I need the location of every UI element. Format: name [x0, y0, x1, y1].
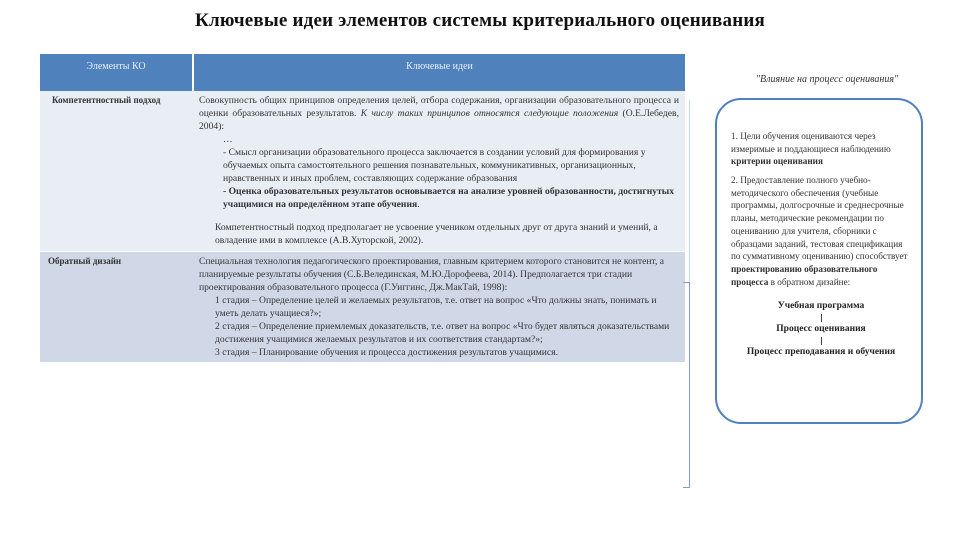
- influence-item-2: [731, 174, 911, 288]
- principle-point-2-end: .: [417, 199, 420, 211]
- competency-definition: [199, 94, 679, 133]
- stage-3: 3 стадия – Планирование обучения и процесса достижения результатов учащимися.: [215, 346, 558, 358]
- key-ideas-cell: [193, 251, 685, 362]
- principle-point-2-text: - Оценка образовательных результатов основывается на анализе уровней образованности, достигнутых учащимися на определённом этапе обучения: [223, 186, 675, 211]
- influence-box: [715, 98, 923, 424]
- influence-heading: "Влияние на процесс оценивания": [755, 74, 899, 85]
- backward-design-flow: [731, 300, 911, 359]
- flow-step-assessment: Процесс оценивания: [776, 324, 866, 335]
- item-2-end: в обратном дизайне:: [768, 276, 851, 287]
- flow-connector: [821, 314, 822, 322]
- stage-2: 2 стадия – Определение приемлемых доказательств, т.е. ответ на вопрос «Что будет являться доказательствами достижения учащимися желаемых результатов и их соответствия стандартам?»;: [215, 320, 670, 345]
- backward-design-definition: Специальная технология педагогического проектирования, главным критерием которого становится не контент, а планируемые результаты обучения (С.Б.Велединская, М.Ю.Дорофеева, 2014). Предполагается три стадии проектирования образовательного процесса (Г.Уиггинс, Дж.МакТай, 1998):: [199, 255, 665, 293]
- bracket-connector: [683, 282, 690, 488]
- lebedev-reference: (О.Е.Лебедев, 2004):: [199, 108, 679, 133]
- table-row: [40, 91, 685, 251]
- definition-text: Совокупность общих принципов определения целей, отбора содержания, организации образовательного процесса и оценки образовательных результатов.: [199, 95, 679, 120]
- flow-connector: [821, 337, 822, 345]
- ellipsis: …: [223, 134, 233, 146]
- influence-item-1: [731, 130, 911, 168]
- flow-step-teaching: Процесс преподавания и обучения: [746, 347, 896, 358]
- principle-point-1: - Смысл организации образовательного процесса заключается в создании условий для формирования у обучаемых опыта самостоятельного решения познавательных, коммуникативных, организационных, нравственных и иных проблем, составляющих содержание образования: [223, 147, 646, 185]
- page-title: Ключевые идеи элементов системы критериального оценивания: [195, 10, 765, 31]
- header-key-ideas: Ключевые идеи: [193, 54, 685, 91]
- item-1-text: 1. Цели обучения оцениваются через измеримые и поддающиеся наблюдению: [731, 131, 891, 154]
- stage-1: 1 стадия – Определение целей и желаемых результатов, т.е. ответ на вопрос «Что должны знать, понимать и уметь делать учащиеся?»;: [215, 294, 657, 319]
- principles-intro: К числу таких принципов относятся следующие положения: [360, 108, 619, 120]
- element-backward-design: Обратный дизайн: [40, 251, 193, 362]
- element-competency-approach: Компетентностный подход: [40, 91, 193, 251]
- flow-step-curriculum: Учебная программа: [777, 301, 865, 312]
- item-2-text: 2. Предоставление полного учебно-методического обеспечения (учебные программы, долгосрочные и среднесрочные планы, методические рекомендации по оцениванию для учителя, сборники с образцами заданий, тестовая спецификация по суммативному оцениванию) способствует: [731, 175, 908, 262]
- item-1-emphasis: критерии оценивания: [731, 156, 823, 167]
- competency-note: Компетентностный подход предполагает не усвоение учеником отдельных друг от друга знаний и умений, а овладение ими в комплексе (А.В.Хуторской, 2002).: [215, 222, 658, 247]
- key-ideas-cell: [193, 91, 685, 251]
- principle-point-2: [199, 185, 679, 211]
- key-ideas-table: [40, 54, 685, 362]
- table-header-row: [40, 54, 685, 91]
- item-2-emphasis: проектированию образовательного процесса: [731, 263, 878, 287]
- header-elements: Элементы КО: [40, 54, 193, 91]
- table-row: [40, 251, 685, 362]
